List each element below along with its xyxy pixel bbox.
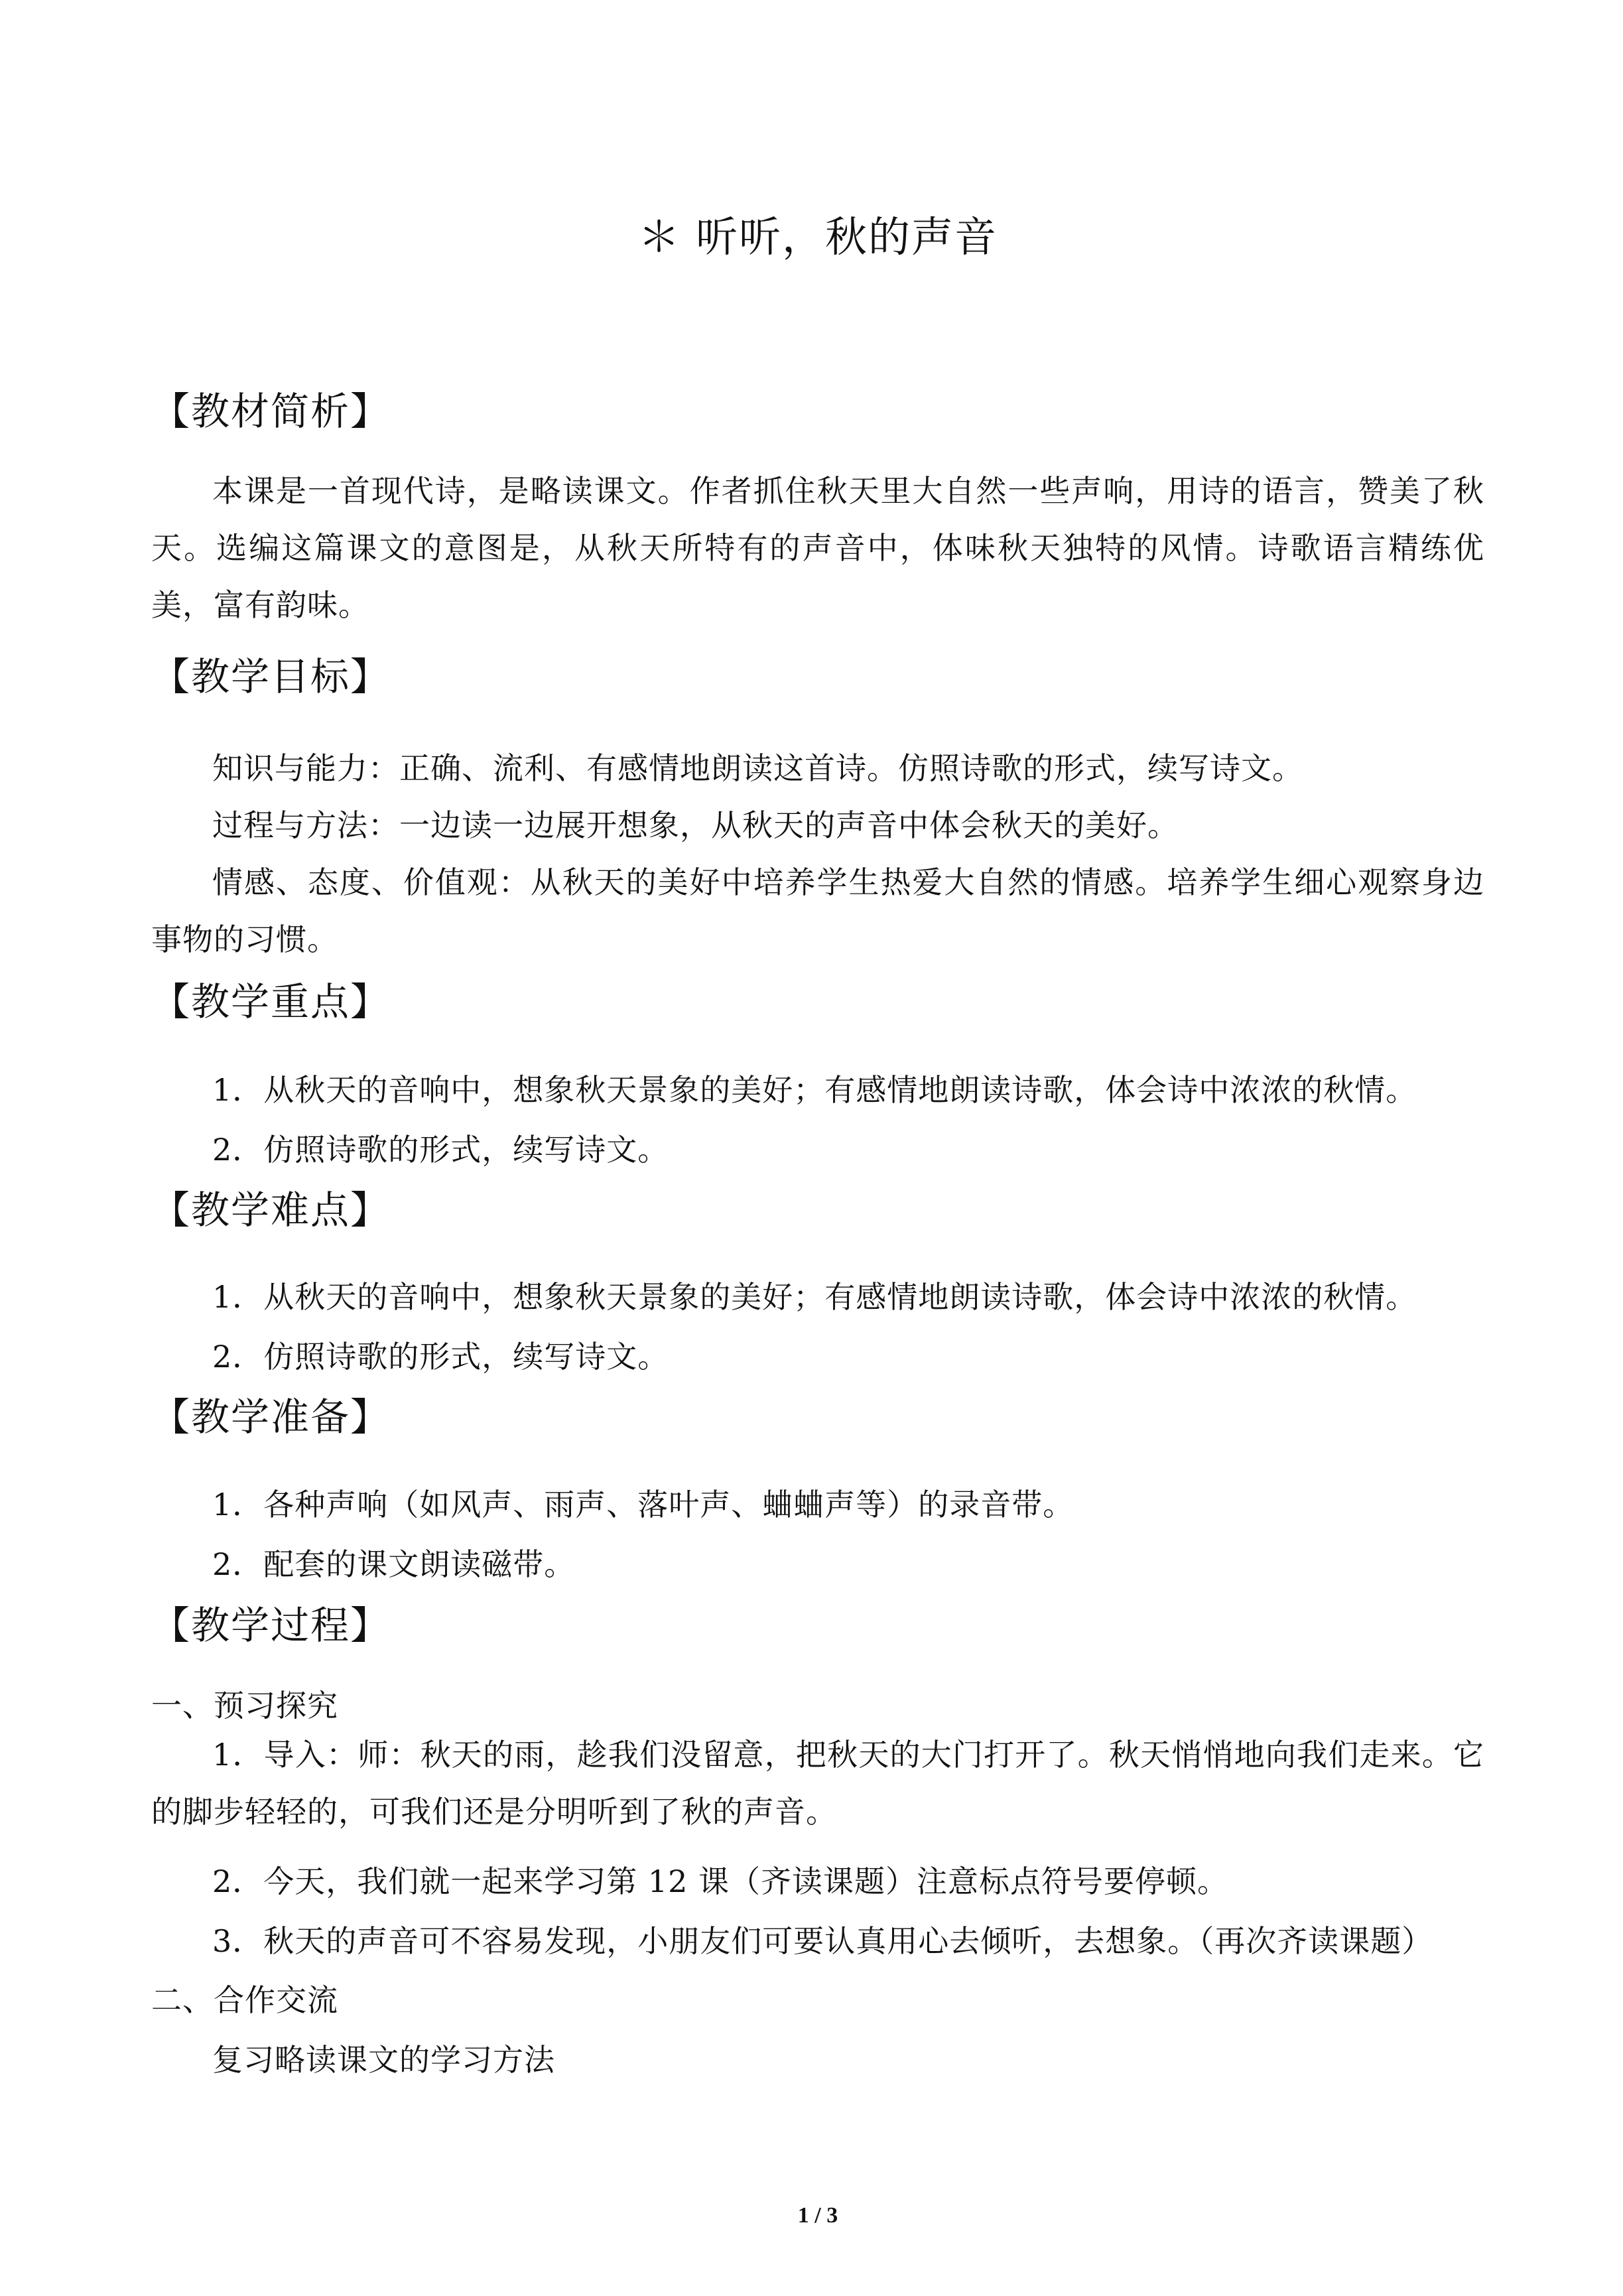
process-part-title: 一、预习探究 [151,1688,338,1723]
heading-process: 【教学过程】 [151,1603,391,1648]
document-title: ＊ 听听，秋的声音 [637,213,998,261]
difficulty-item: 2．仿照诗歌的形式，续写诗文。 [212,1339,669,1375]
process-item: 复习略读课文的学习方法 [212,2042,555,2078]
document-page [151,0,1484,2296]
key-point-item: 1．从秋天的音响中，想象秋天景象的美好；有感情地朗读诗歌，体会诗中浓浓的秋情。 [212,1072,1417,1108]
goal-process: 过程与方法：一边读一边展开想象，从秋天的声音中体会秋天的美好。 [212,807,1179,843]
goal-knowledge: 知识与能力：正确、流利、有感情地朗读这首诗。仿照诗歌的形式，续写诗文。 [212,750,1303,786]
process-item: 2．今天，我们就一起来学习第 12 课（齐读课题）注意标点符号要停顿。 [212,1863,1229,1899]
heading-key-points: 【教学重点】 [151,979,391,1024]
preparation-item: 2．配套的课文朗读磁带。 [212,1546,576,1582]
page-number: 1 / 3 [797,2203,838,2228]
key-point-item: 2．仿照诗歌的形式，续写诗文。 [212,1132,669,1168]
analysis-paragraph: 本课是一首现代诗，是略读课文。作者抓住秋天里大自然一些声响，用诗的语言，赞美了秋天。选编这篇课文的意图是，从秋天所特有的声音中，体味秋天独特的风情。诗歌语言精练优美，富有韵味。 [151,473,1484,623]
heading-analysis: 【教材简析】 [151,389,391,434]
difficulty-item: 1．从秋天的音响中，想象秋天景象的美好；有感情地朗读诗歌，体会诗中浓浓的秋情。 [212,1279,1417,1315]
heading-preparation: 【教学准备】 [151,1394,391,1440]
goal-emotion: 情感、态度、价值观：从秋天的美好中培养学生热爱大自然的情感。培养学生细心观察身边事物的习惯。 [151,864,1484,957]
heading-difficulties: 【教学难点】 [151,1187,391,1233]
heading-goals: 【教学目标】 [151,654,391,699]
process-item: 1．导入：师：秋天的雨，趁我们没留意，把秋天的大门打开了。秋天悄悄地向我们走来。它的脚步轻轻的，可我们还是分明听到了秋的声音。 [151,1737,1484,1830]
process-item: 3．秋天的声音可不容易发现，小朋友们可要认真用心去倾听，去想象。（再次齐读课题） [212,1923,1433,1959]
preparation-item: 1．各种声响（如风声、雨声、落叶声、蛐蛐声等）的录音带。 [212,1487,1074,1522]
process-part-title: 二、合作交流 [151,1982,338,2018]
